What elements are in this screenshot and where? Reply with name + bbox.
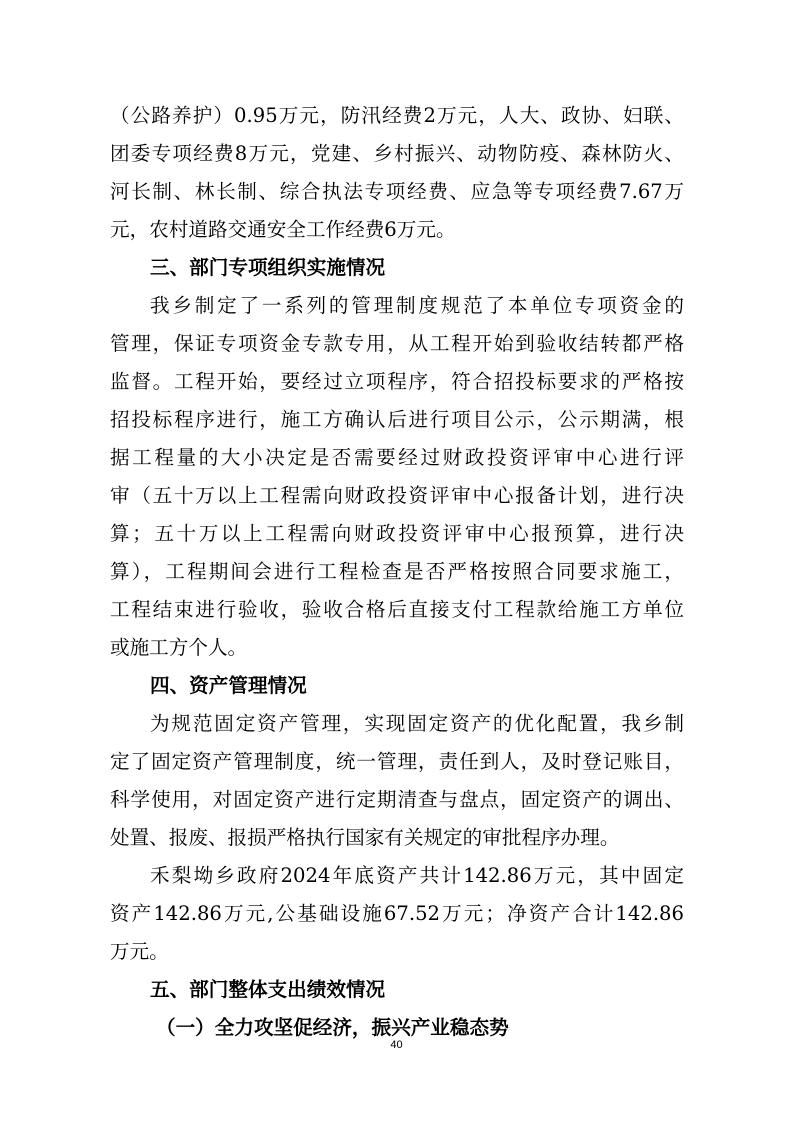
text-line: 定了固定资产管理制度，统一管理，责任到人，及时登记账目， xyxy=(110,750,684,773)
text-line: 招投标程序进行，施工方确认后进行项目公示，公示期满，根 xyxy=(110,408,684,431)
text-line: 监督。工程开始，要经过立项程序，符合招投标要求的严格按 xyxy=(110,370,684,393)
text-line: 万元。 xyxy=(110,940,169,963)
section-heading: 五、部门整体支出绩效情况 xyxy=(150,978,386,1001)
text-line: 算；五十万以上工程需向财政投资评审中心报预算，进行决 xyxy=(110,522,684,545)
text-line: （公路养护）0.95万元，防汛经费2万元，人大、政协、妇联、 xyxy=(110,104,684,127)
text-line: 资产142.86万元,公基础设施67.52万元；净资产合计142.86 xyxy=(110,902,684,925)
text-line: 团委专项经费8万元，党建、乡村振兴、动物防疫、森林防火、 xyxy=(110,142,684,165)
text-line: 据工程量的大小决定是否需要经过财政投资评审中心进行评 xyxy=(110,446,684,469)
text-line: 为规范固定资产管理，实现固定资产的优化配置，我乡制 xyxy=(150,712,684,735)
text-line: 科学使用，对固定资产进行定期清查与盘点，固定资产的调出、 xyxy=(110,788,684,811)
text-line: 管理，保证专项资金专款专用，从工程开始到验收结转都严格 xyxy=(110,332,684,355)
section-heading: 四、资产管理情况 xyxy=(150,674,307,697)
text-line: 工程结束进行验收，验收合格后直接支付工程款给施工方单位 xyxy=(110,598,684,621)
subsection-heading: （一）全力攻坚促经济，振兴产业稳态势 xyxy=(156,1016,509,1039)
text-line: 河长制、林长制、综合执法专项经费、应急等专项经费7.67万 xyxy=(110,180,684,203)
page-number: 40 xyxy=(390,1039,403,1051)
text-line: 审（五十万以上工程需向财政投资评审中心报备计划，进行决 xyxy=(110,484,684,507)
text-line: 我乡制定了一系列的管理制度规范了本单位专项资金的 xyxy=(150,294,684,317)
text-line: 算），工程期间会进行工程检查是否严格按照合同要求施工， xyxy=(110,560,684,583)
section-heading: 三、部门专项组织实施情况 xyxy=(150,256,386,279)
text-line: 元，农村道路交通安全工作经费6万元。 xyxy=(110,218,456,241)
text-line: 或施工方个人。 xyxy=(110,636,248,659)
text-line: 处置、报废、报损严格执行国家有关规定的审批程序办理。 xyxy=(110,826,620,849)
text-line: 禾梨坳乡政府2024年底资产共计142.86万元，其中固定 xyxy=(150,864,684,887)
